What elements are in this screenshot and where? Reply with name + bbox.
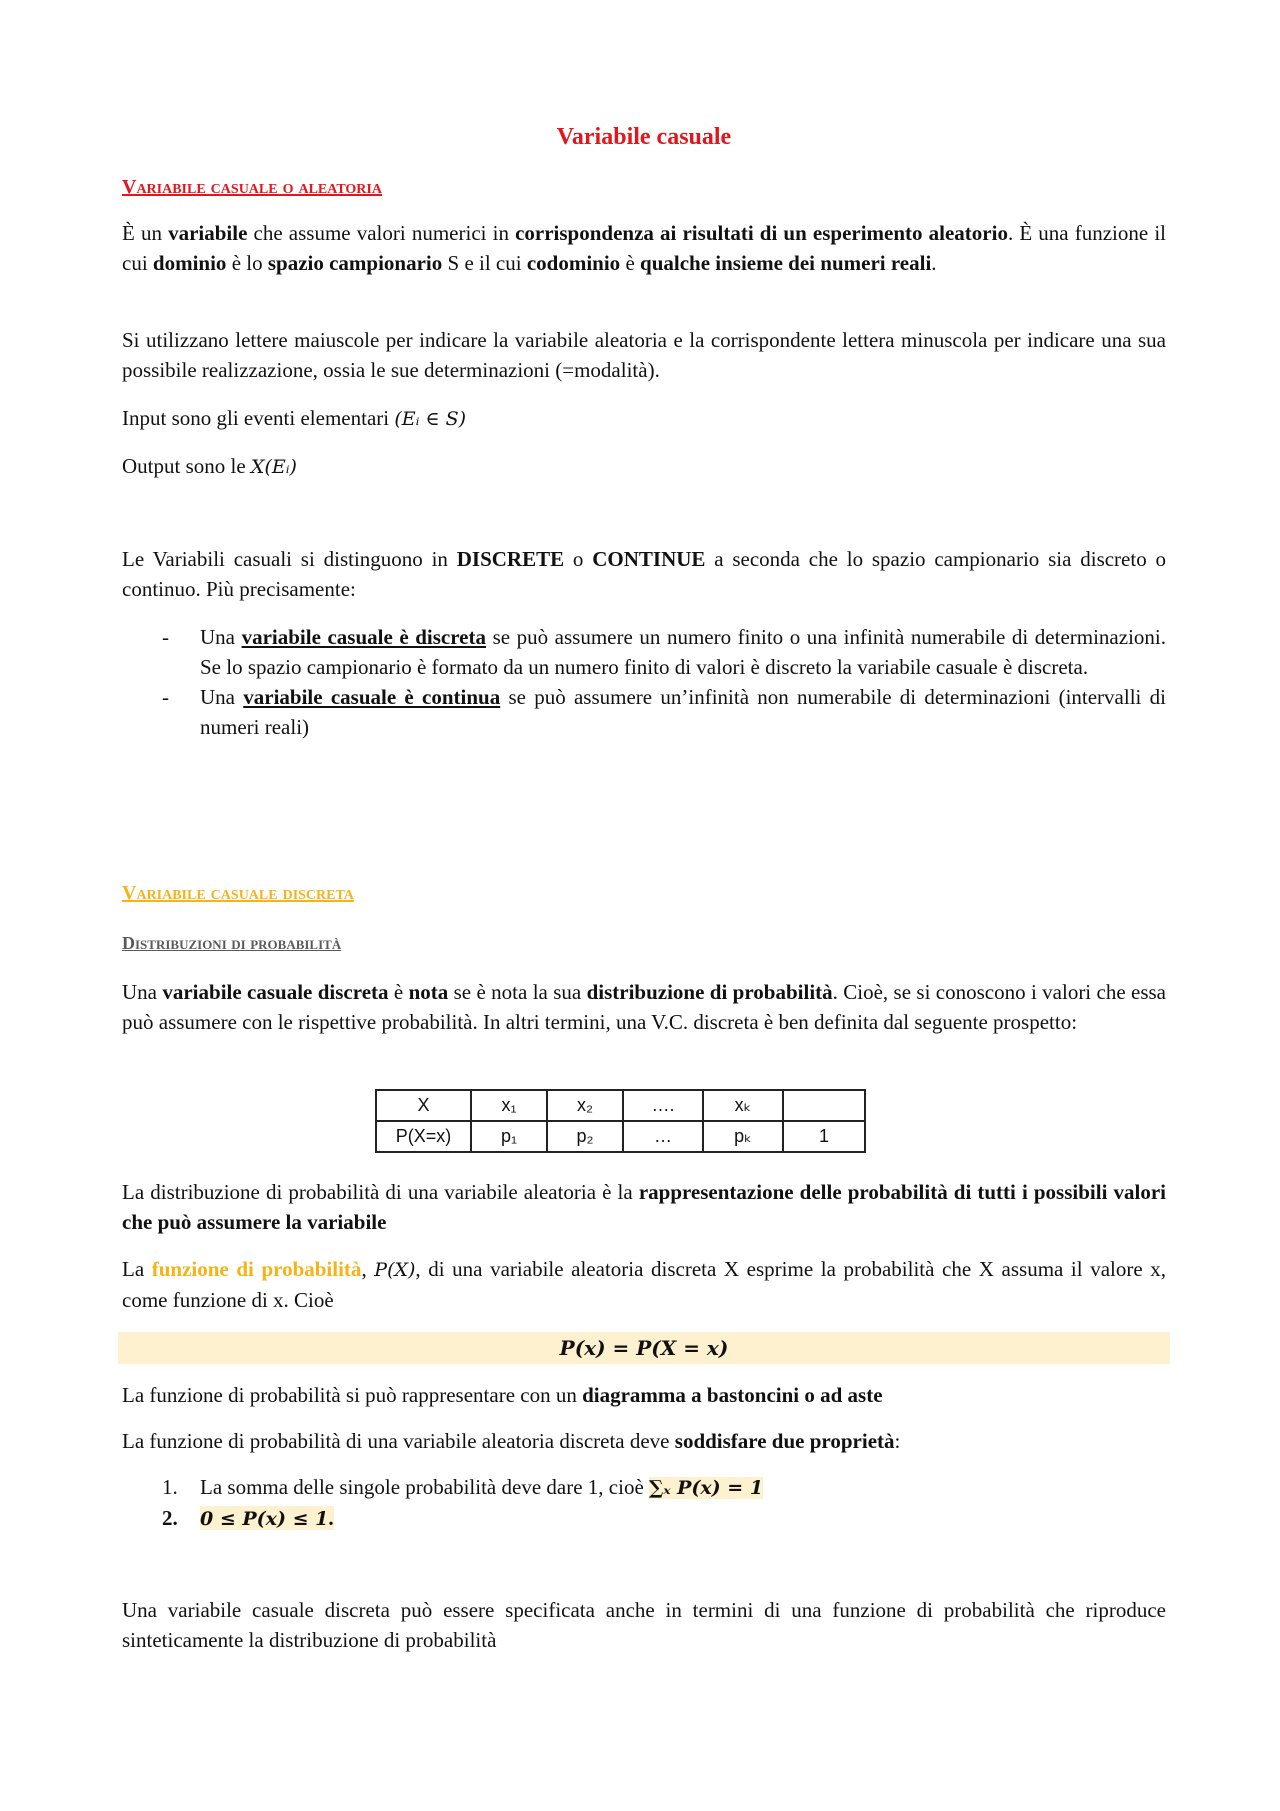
table-cell: 1 — [783, 1121, 865, 1152]
table-cell: … — [623, 1121, 703, 1152]
paragraph-diagram: La funzione di probabilità si può rappresentare con un diagramma a bastoncini o ad aste — [122, 1383, 883, 1407]
table-cell — [783, 1090, 865, 1121]
list-item: - Una variabile casuale è discreta se può assumere un numero finito o una infinità numerabile di determinazioni. Se lo spazio campionario è formato da un numero finito di valori è discreto la variabile casuale è discreta. — [162, 625, 1166, 679]
paragraph-notation: Si utilizzano lettere maiuscole per indicare la variabile aleatoria e la corrispondente lettera minuscola per indicare una sua possibile realizzazione, ossia le sue determinazioni (=modalità). — [122, 328, 1166, 382]
table-cell: pₖ — [703, 1121, 783, 1152]
table-cell: p₁ — [471, 1121, 547, 1152]
table-cell: …. — [623, 1090, 703, 1121]
paragraph-input: Input sono gli eventi elementari (Eᵢ ∈ S) — [122, 406, 467, 430]
table-row — [376, 1090, 865, 1121]
paragraph-properties: La funzione di probabilità di una variabile aleatoria discreta deve soddisfare due proprietà: — [122, 1429, 901, 1453]
formula-probability: P(x) = P(X = x) — [559, 1336, 729, 1360]
paragraph-representation: La distribuzione di probabilità di una variabile aleatoria è la rappresentazione delle probabilità di tutti i possibili valori che può assumere la variabile — [122, 1180, 1166, 1234]
table-cell: X — [376, 1090, 471, 1121]
numbered-list — [122, 1472, 1166, 1534]
list-item: 1. La somma delle singole probabilità deve dare 1, cioè ∑ₓ P(x) = 1 — [162, 1475, 764, 1499]
table-cell: x₁ — [471, 1090, 547, 1121]
bullet-list — [122, 622, 1166, 742]
table-cell: xₖ — [703, 1090, 783, 1121]
table-cell: p₂ — [547, 1121, 623, 1152]
section-heading-random-variable: Variabile casuale o aleatoria — [122, 176, 382, 198]
paragraph-definition: È un variabile che assume valori numerici in corrispondenza ai risultati di un esperimento aleatorio. È una funzione il cui dominio è lo spazio campionario S e il cui codominio è qualche insieme dei numeri reali. — [122, 221, 1167, 275]
table-cell: x₂ — [547, 1090, 623, 1121]
paragraph-distribution-intro: Una variabile casuale discreta è nota se è nota la sua distribuzione di probabilità. Cioè, se si conoscono i valori che essa può assumere con le rispettive probabilità. In altri termini, una V.C. discreta è ben definita dal seguente prospetto: — [122, 980, 1167, 1034]
list-item: - Una variabile casuale è continua se può assumere un’infinità non numerabile di determinazioni (intervalli di numeri reali) — [162, 685, 1166, 739]
section-heading-discrete: Variabile casuale discreta — [122, 882, 354, 904]
paragraph-discrete-continuous: Le Variabili casuali si distinguono in DISCRETE o CONTINUE a seconda che lo spazio campionario sia discreto o continuo. Più precisamente: — [122, 547, 1167, 601]
paragraph-output: Output sono le X(Eᵢ) — [122, 454, 297, 478]
list-item: 2. 0 ≤ P(x) ≤ 1. — [162, 1506, 334, 1530]
page-title: Variabile casuale — [556, 124, 732, 150]
distribution-table — [375, 1089, 866, 1153]
table-row — [376, 1121, 865, 1152]
paragraph-probability-function: La funzione di probabilità, P(X), di una variabile aleatoria discreta X esprime la probabilità che X assuma il valore x, come funzione di x. Cioè — [122, 1257, 1167, 1312]
table-cell: P(X=x) — [376, 1121, 471, 1152]
subheading-distributions: Distribuzioni di probabilità — [122, 933, 342, 953]
paragraph-closing: Una variabile casuale discreta può essere specificata anche in termini di una funzione di probabilità che riproduce sinteticamente la distribuzione di probabilità — [122, 1598, 1166, 1652]
